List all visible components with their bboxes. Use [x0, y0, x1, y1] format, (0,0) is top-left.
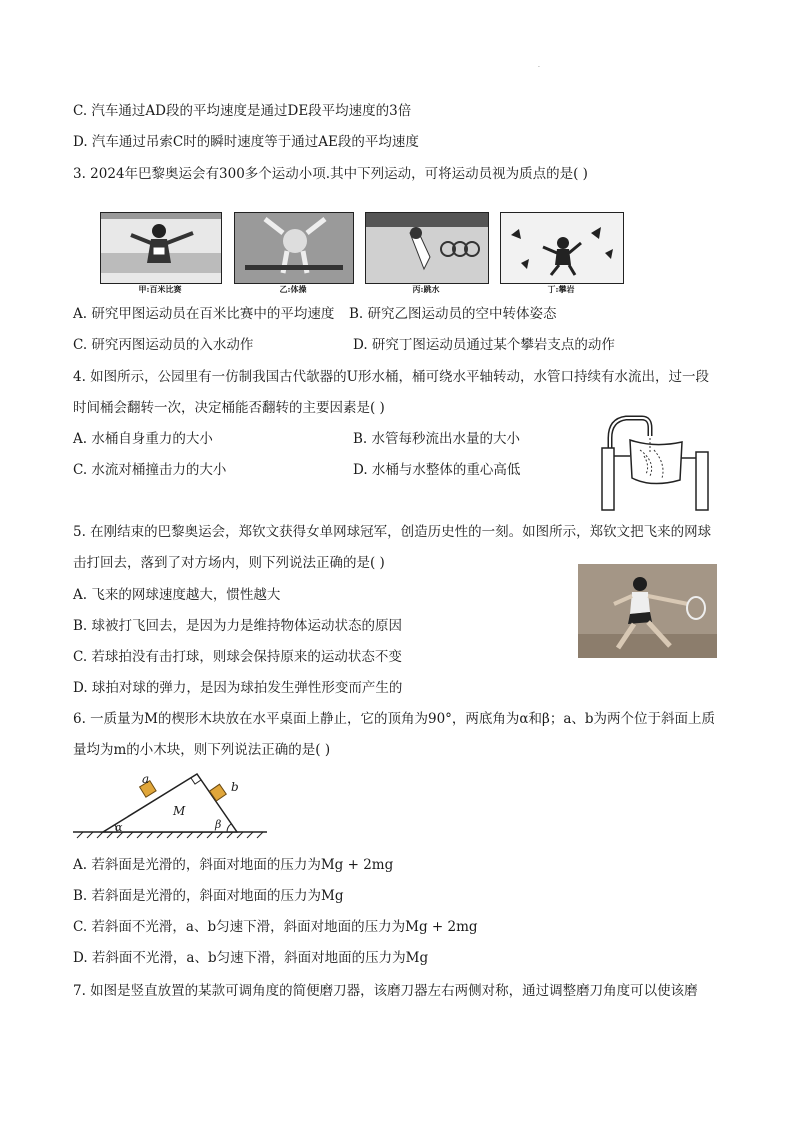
- q3-photo-diving: [365, 212, 489, 284]
- q2-option-d: D. 汽车通过吊索C时的瞬时速度等于通过AE段的平均速度: [73, 134, 419, 150]
- q5-stem-line1: 5. 在刚结束的巴黎奥运会，郑钦文获得女单网球冠军，创造历史性的一刻。如图所示，郑钦文把飞来的网球: [73, 524, 712, 540]
- q6-option-a: A. 若斜面是光滑的，斜面对地面的压力为Mg + 2mg: [73, 857, 394, 873]
- q6-label-beta: β: [215, 818, 222, 831]
- q3-caption-yi: 乙:体操: [279, 284, 307, 294]
- q3-caption-jia: 甲:百米比赛: [138, 284, 182, 294]
- q4-stem-line2: 时间桶会翻转一次，决定桶能否翻转的主要因素是( ): [73, 400, 385, 416]
- q5-option-c: C. 若球拍没有击打球，则球会保持原来的运动状态不变: [73, 649, 402, 665]
- q4-option-c: C. 水流对桶撞击力的大小: [73, 462, 227, 478]
- q3-caption-ding: 丁:攀岩: [547, 284, 575, 294]
- q6-label-M: M: [173, 804, 186, 818]
- q3-option-b: B. 研究乙图运动员的空中转体姿态: [349, 306, 557, 322]
- q6-option-d: D. 若斜面不光滑，a、b匀速下滑，斜面对地面的压力为Mg: [73, 950, 429, 966]
- q4-bucket-figure: [592, 392, 718, 514]
- q5-tennis-photo: [578, 564, 717, 658]
- q5-option-a: A. 飞来的网球速度越大，惯性越大: [73, 587, 281, 603]
- q6-stem-line1: 6. 一质量为M的楔形木块放在水平桌面上静止，它的顶角为90°，两底角为α和β；a、b为两个位于斜面上质: [73, 711, 716, 727]
- q3-photo-gymnastics: [234, 212, 354, 284]
- q4-option-b: B. 水管每秒流出水量的大小: [353, 431, 521, 447]
- q3-caption-bing: 丙:跳水: [412, 284, 440, 294]
- q6-wedge-figure: [73, 768, 273, 840]
- q2-option-c: C. 汽车通过AD段的平均速度是通过DE段平均速度的3倍: [73, 103, 412, 119]
- q3-option-c: C. 研究丙图运动员的入水动作: [73, 337, 254, 353]
- q6-label-b: b: [231, 780, 239, 794]
- q5-option-b: B. 球被打飞回去，是因为力是维持物体运动状态的原因: [73, 618, 403, 634]
- q5-option-d: D. 球拍对球的弹力，是因为球拍发生弹性形变而产生的: [73, 680, 403, 696]
- q3-photo-climbing: [500, 212, 624, 284]
- q3-option-a: A. 研究甲图运动员在百米比赛中的平均速度: [73, 306, 335, 322]
- q4-option-a: A. 水桶自身重力的大小: [73, 431, 213, 447]
- q7-stem-line1: 7. 如图是竖直放置的某款可调角度的简便磨刀器，该磨刀器左右两侧对称，通过调整磨刀角度可以使该磨: [73, 983, 698, 999]
- q6-label-alpha: α: [115, 821, 123, 834]
- corner-mark: .: [538, 62, 540, 69]
- q3-option-d: D. 研究丁图运动员通过某个攀岩支点的动作: [353, 337, 615, 353]
- q3-stem: 3. 2024年巴黎奥运会有300多个运动小项.其中下列运动，可将运动员视为质点的是( ): [73, 166, 588, 182]
- q6-option-b: B. 若斜面是光滑的，斜面对地面的压力为Mg: [73, 888, 344, 904]
- q3-photo-sprint: [100, 212, 222, 284]
- q4-stem-line1: 4. 如图所示，公园里有一仿制我国古代欹器的U形水桶，桶可绕水平轴转动，水管口持续有水流出，过一段: [73, 369, 710, 385]
- q6-label-a: a: [142, 772, 150, 786]
- q4-option-d: D. 水桶与水整体的重心高低: [353, 462, 521, 478]
- q5-stem-line2: 击打回去，落到了对方场内，则下列说法正确的是( ): [73, 555, 385, 571]
- q6-option-c: C. 若斜面不光滑，a、b匀速下滑，斜面对地面的压力为Mg + 2mg: [73, 919, 478, 935]
- q6-stem-line2: 量均为m的小木块，则下列说法正确的是( ): [73, 742, 331, 758]
